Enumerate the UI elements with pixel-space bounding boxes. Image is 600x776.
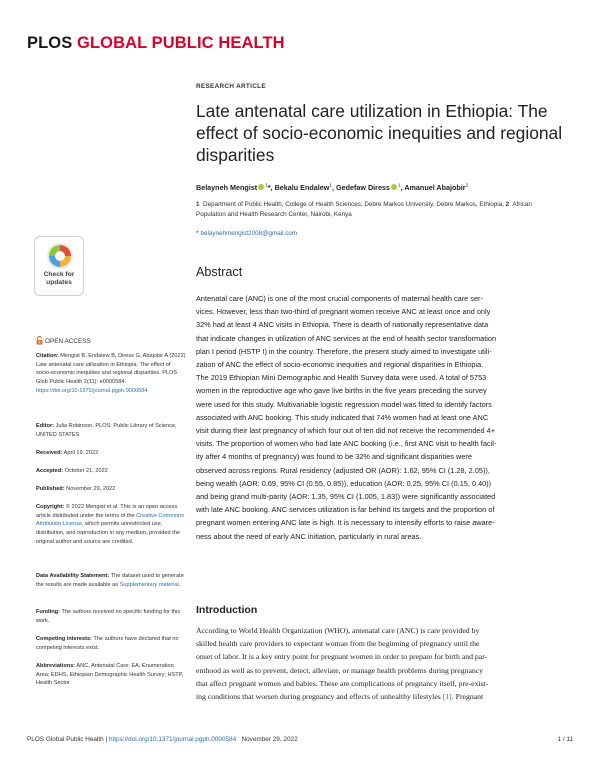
affiliations: [196, 200, 536, 220]
citation-doi-link[interactable]: https://doi.org/10.1371/journal.pgph.0000584: [36, 387, 148, 394]
editor-block: [36, 422, 186, 439]
copyright-text: , which permits unrestricted use, distribution, and reproduction in any medium, provided the original author and source are credited.: [36, 521, 180, 545]
received-label: Received:: [36, 450, 63, 456]
intro-line-text: . Pregnant: [451, 692, 484, 702]
abbreviations-text: ANC, Antenatal Care; EA, Enumeration Area; EDHS, Ethiopian Demographic Health Survey; HSTP, Health Sector: [36, 663, 184, 687]
abstract-line: vices. However, less than two-third of pregnant women receive ANC at least once and only: [196, 307, 491, 317]
abbreviations-block: [36, 662, 186, 688]
affiliation-number: 2: [505, 201, 510, 208]
received-value: April 19, 2022: [62, 450, 99, 456]
corresponding-email: [196, 230, 297, 237]
abstract-line: ness about the need of early ANC initiation, particularly in rural areas.: [196, 531, 422, 541]
check-for-updates-badge[interactable]: [34, 236, 84, 296]
abstract-line: zation of ANC the effect of socio-economic inequities and regional disparities in Ethiopia.: [196, 360, 484, 370]
citation-label: Citation:: [36, 353, 59, 359]
author-affiliation-number: 1: [329, 183, 332, 189]
competing-interests-text: The authors have declared that no competing interests exist.: [36, 636, 179, 651]
copyright-text: © 2022 Mengist et al. This is an open access article distributed under the terms of the: [36, 504, 178, 519]
author-affiliation-number: 1: [265, 183, 268, 189]
copyright-label: Copyright:: [36, 504, 65, 510]
abstract-line: with late ANC booking. ANC services utilization is far behind its targets and the proportion of: [196, 505, 495, 515]
intro-line: onset of labor. It is a key entry point for pregnant women in order to prepare for birth and par-: [196, 652, 488, 662]
funding-label: Funding:: [36, 609, 60, 615]
abstract-line: and being grand multi-parity (AOR: 1.35, 95% CI (1.005, 1.83)) were significantly associated: [196, 492, 496, 502]
data-availability-block: [36, 572, 186, 589]
abstract-line: ity after 4 months of pregnancy) was found to be 32% and significant disparities were: [196, 452, 472, 462]
abstract-line: pregnant women entering ANC late is high. It is necessary to intensify efforts to raise aware-: [196, 518, 495, 528]
citation-block: [36, 352, 186, 396]
intro-line-text: ing conditions that worsen during pregnancy and effects of unhealthy lifestyles: [196, 692, 443, 702]
author-affiliation-number: 1: [397, 183, 401, 189]
affiliation-text: African Population and Health Research Center, Nairobi, Kenya: [196, 201, 532, 218]
introduction-text: [196, 624, 568, 703]
orcid-icon[interactable]: [391, 184, 397, 190]
badge-line: updates: [46, 279, 72, 286]
received-date: [36, 449, 186, 458]
abstract-line: visit during their last pregnancy of which four out of ten did not receive the recommended 4+: [196, 426, 496, 436]
journal-name: GLOBAL PUBLIC HEALTH: [77, 34, 285, 52]
abstract-line: 32% had at least 4 ANC visits in Ethiopia. There is dearth of nationally representative data: [196, 320, 489, 330]
abbreviations-label: Abbreviations:: [36, 663, 76, 669]
badge-line: Check for: [43, 271, 75, 278]
abstract-line: observed across regions. Rural residency (adjusted OR (AOR): 1.62, 95% CI (1.28, 2.05)),: [196, 465, 490, 475]
data-availability-text: The dataset used to generate the results are made available as: [36, 573, 184, 588]
open-lock-icon: [36, 336, 43, 345]
license-link[interactable]: Creative Commons Attribution License: [36, 512, 184, 528]
footer-doi-link[interactable]: https://doi.org/10.1371/journal.pgph.0000584: [108, 736, 237, 743]
publisher-name: PLOS: [27, 34, 73, 52]
citation-text: Mengist B, Endalew B, Diress G, Abajobir A (2022) Late antenatal care utilization in Ethiopia: The effect of socio-economic inequities and regional disparities. PLOS Glob Public Health 2(11): e0000584.: [36, 353, 186, 386]
footer-journal: PLOS Global Public Health: [27, 736, 104, 743]
abstract-line: associated with ANC booking. This study indicated that 74% women had at least one ANC: [196, 412, 489, 422]
copyright-block: [36, 503, 186, 547]
affiliation-text: Department of Public Health, College of Health Sciences, Debre Markos University, Debre Markos, Ethiopia,: [203, 201, 504, 208]
accepted-value: October 21, 2022: [63, 468, 108, 474]
data-availability-end: .: [178, 581, 181, 588]
intro-line: that affect pregnant women and babies. These are complications of pregnancy itself, pre-exist-: [196, 678, 489, 688]
author-affiliation-number: 2: [465, 183, 469, 189]
page-number: 1 / 11: [557, 736, 573, 743]
reference-link[interactable]: [1]: [442, 692, 452, 702]
abstract-line: women in the reproductive age who gave live births in the five years preceding the survey: [196, 386, 487, 396]
badge-label: [35, 271, 83, 287]
article-type: RESEARCH ARTICLE: [196, 83, 266, 90]
abstract-line: were used for this study. Multivariable logistic regression model was fitted to identify factors: [196, 399, 492, 409]
check-for-updates-icon: [46, 242, 74, 270]
published-date: [36, 485, 186, 494]
author-list: Belayneh Mengist $^1$*, Bekalu Endalew$^1$, Gedefaw Diress $^1$, Amanuel Abajobir$^2$: [196, 183, 469, 192]
footer-separator: |: [103, 736, 109, 743]
open-access-label: [36, 336, 91, 345]
funding-block: [36, 608, 186, 625]
abstract-line: being wealth (AOR: 0.69, 95% CI (0.55, 0.85)), education (AOR: 0.25, 95% CI (0.15, 0.40)): [196, 478, 492, 488]
email-link[interactable]: belaynehmengist2008@gmail.com: [200, 230, 298, 237]
author-name[interactable]: Bekalu Endalew: [274, 183, 330, 192]
abstract-text: [196, 292, 568, 543]
intro-line: skilled health care providers to expectant woman from the beginning of pregnancy until the: [196, 639, 480, 649]
abstract-line: Antenatal care (ANC) is one of the most crucial components of maternal health care ser-: [196, 294, 483, 303]
editor-text: Julia Robinson, PLOS: Public Library of Science, UNITED STATES: [36, 423, 177, 438]
competing-interests-block: [36, 635, 186, 652]
abstract-line: plan I period (HSTP I) in the country. Therefore, the present study aimed to investigate utili-: [196, 346, 492, 356]
abstract-line: that indicate changes in utilization of ANC services at the end of health sector transformation: [196, 333, 497, 343]
orcid-icon[interactable]: [258, 184, 264, 190]
abstract-heading: Abstract: [196, 265, 243, 279]
published-value: November 29, 2022: [64, 486, 116, 492]
intro-line: [196, 690, 568, 703]
abstract-line: The 2019 Ethiopian Mini Demographic and Health Survey data were used. A total of 5753: [196, 373, 487, 383]
intro-line: enthood as well as to prevent, detect, alleviate, or manage health problems during pregnancy: [196, 665, 484, 675]
accepted-label: Accepted:: [36, 468, 64, 474]
competing-interests-label: Competing interests:: [36, 636, 92, 642]
corresponding-marker: *: [196, 230, 199, 237]
supplementary-link[interactable]: Supplementary material: [119, 581, 179, 588]
editor-label: Editor:: [36, 423, 55, 429]
abstract-line: visits. The proportion of women who had late ANC booking (i.e., first ANC visit to health facil-: [196, 439, 497, 449]
open-access-text: OPEN ACCESS: [45, 338, 91, 345]
corresponding-author-marker: *: [267, 183, 271, 192]
intro-line: According to World Health Organization (WHO), antenatal care (ANC) is care provided by: [196, 626, 480, 635]
page-footer: [27, 736, 573, 743]
footer-date: November 29, 2022: [241, 736, 298, 743]
author-name[interactable]: Belayneh Mengist: [196, 183, 258, 192]
published-label: Published:: [36, 486, 65, 492]
author-name[interactable]: Amanuel Abajobir: [404, 183, 466, 192]
introduction-heading: Introduction: [196, 604, 258, 616]
accepted-date: [36, 467, 186, 476]
author-name[interactable]: Gedefaw Diress: [336, 183, 390, 192]
data-availability-label: Data Availability Statement:: [36, 573, 110, 579]
affiliation-number: 1: [196, 201, 200, 208]
article-title: Late antenatal care utilization in Ethiopia: The effect of socio-economic inequities and regional disparities: [196, 101, 563, 165]
journal-logo[interactable]: [27, 34, 285, 53]
funding-text: The authors received no specific funding for this work.: [36, 609, 181, 624]
